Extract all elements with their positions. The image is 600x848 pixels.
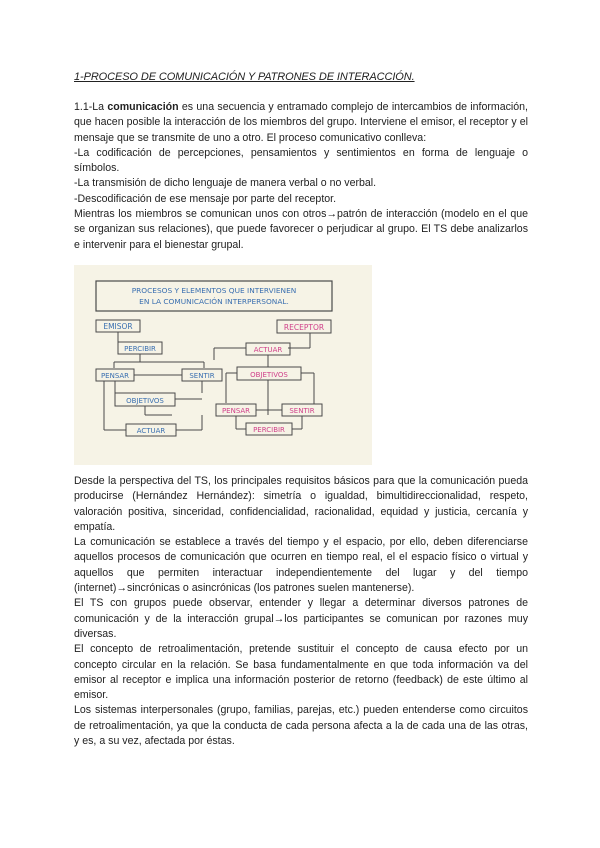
list-item: -Descodificación de ese mensaje por parte del receptor. — [74, 192, 337, 205]
right-pensar-label: PENSAR — [221, 407, 251, 415]
intro-bold-term: comunicación — [107, 101, 179, 113]
list-item: -La transmisión de dicho lenguaje de manera verbal o no verbal. — [74, 177, 377, 190]
left-pensar-label: PENSAR — [100, 372, 130, 380]
intro-prefix: 1.1-La — [74, 101, 108, 113]
sistemas-paragraph: Los sistemas interpersonales (grupo, familias, parejas, etc.) pueden entenderse como circuitos de retroalimentación, ya que la conducta de cada persona afecta a la de cada una de las otras, y es, a su vez, afectada por éstas. — [74, 704, 528, 748]
text-section-1 — [74, 100, 528, 253]
ts-grupos-paragraph: El TS con grupos puede observar, entender y llegar a determinar diversos patrones de comunicación y de la interacción grupal→los participantes se comunican por razones muy diversas. — [74, 597, 528, 640]
communication-diagram — [74, 265, 372, 465]
right-sentir-label: SENTIR — [289, 407, 315, 415]
left-percibir-label: PERCIBIR — [124, 345, 156, 353]
heading-line-2: EN LA COMUNICACIÓN INTERPERSONAL. — [139, 297, 289, 306]
receptor-label: RECEPTOR — [283, 323, 325, 332]
list-item: -La codificación de percepciones, pensamientos y sentimientos en forma de lenguaje o símbolos. — [74, 146, 528, 175]
left-objetivos-label: OBJETIVOS — [126, 397, 164, 405]
document-title: 1-PROCESO DE COMUNICACIÓN Y PATRONES DE INTERACCIÓN. — [74, 71, 415, 83]
right-actuar-label: ACTUAR — [253, 346, 283, 354]
text-section-2 — [74, 474, 528, 749]
diagram-svg — [74, 265, 372, 465]
intro-rest: es una secuencia y entramado complejo de intercambios de información, que hacen posible la interacción de los miembros del grupo. Interviene el emisor, el receptor y el mensaje que se transmite de uno a otro. El proceso comunicativo conlleva: — [74, 101, 528, 144]
emisor-label: EMISOR — [103, 322, 133, 331]
requisitos-paragraph: Desde la perspectiva del TS, los principales requisitos básicos para que la comunicación pueda producirse (Hernández Hernández): simetría o igualdad, bimultidireccionalidad, respeto, valoración positiva, sinceridad, confidencialidad, racionalidad, equidad y justicia, cercanía y empatía. — [74, 475, 528, 533]
right-objetivos-label: OBJETIVOS — [250, 371, 288, 379]
left-actuar-label: ACTUAR — [136, 427, 166, 435]
tiempo-paragraph: La comunicación se establece a través del tiempo y el espacio, por ello, deben diferenciarse aquellos procesos de comunicación que ocurren en tiempo real, el el espacio físico o virtual y aquellos que permiten interactuar independientemente del lugar y del tiempo (internet)→sincrónicas o asincrónicas (los patrones suelen mantenerse). — [74, 536, 528, 595]
retroalimentacion-paragraph: El concepto de retroalimentación, pretende sustituir el concepto de causa efecto por un concepto circular en la relación. Se basa fundamentalmente en que toda información va del emisor al receptor e implica una información posterior de retorno (feedback) de este último al emisor. — [74, 643, 528, 702]
right-percibir-label: PERCIBIR — [253, 426, 285, 434]
heading-line-1: PROCESOS Y ELEMENTOS QUE INTERVIENEN — [131, 286, 297, 295]
members-paragraph: Mientras los miembros se comunican unos con otros→patrón de interacción (modelo en el que se organizan sus relaciones), que puede favorecer o perjudicar al grupo. El TS debe analizarlos e intervenir para el bienestar grupal. — [74, 208, 528, 251]
left-sentir-label: SENTIR — [189, 372, 215, 380]
intro-paragraph — [74, 100, 528, 146]
